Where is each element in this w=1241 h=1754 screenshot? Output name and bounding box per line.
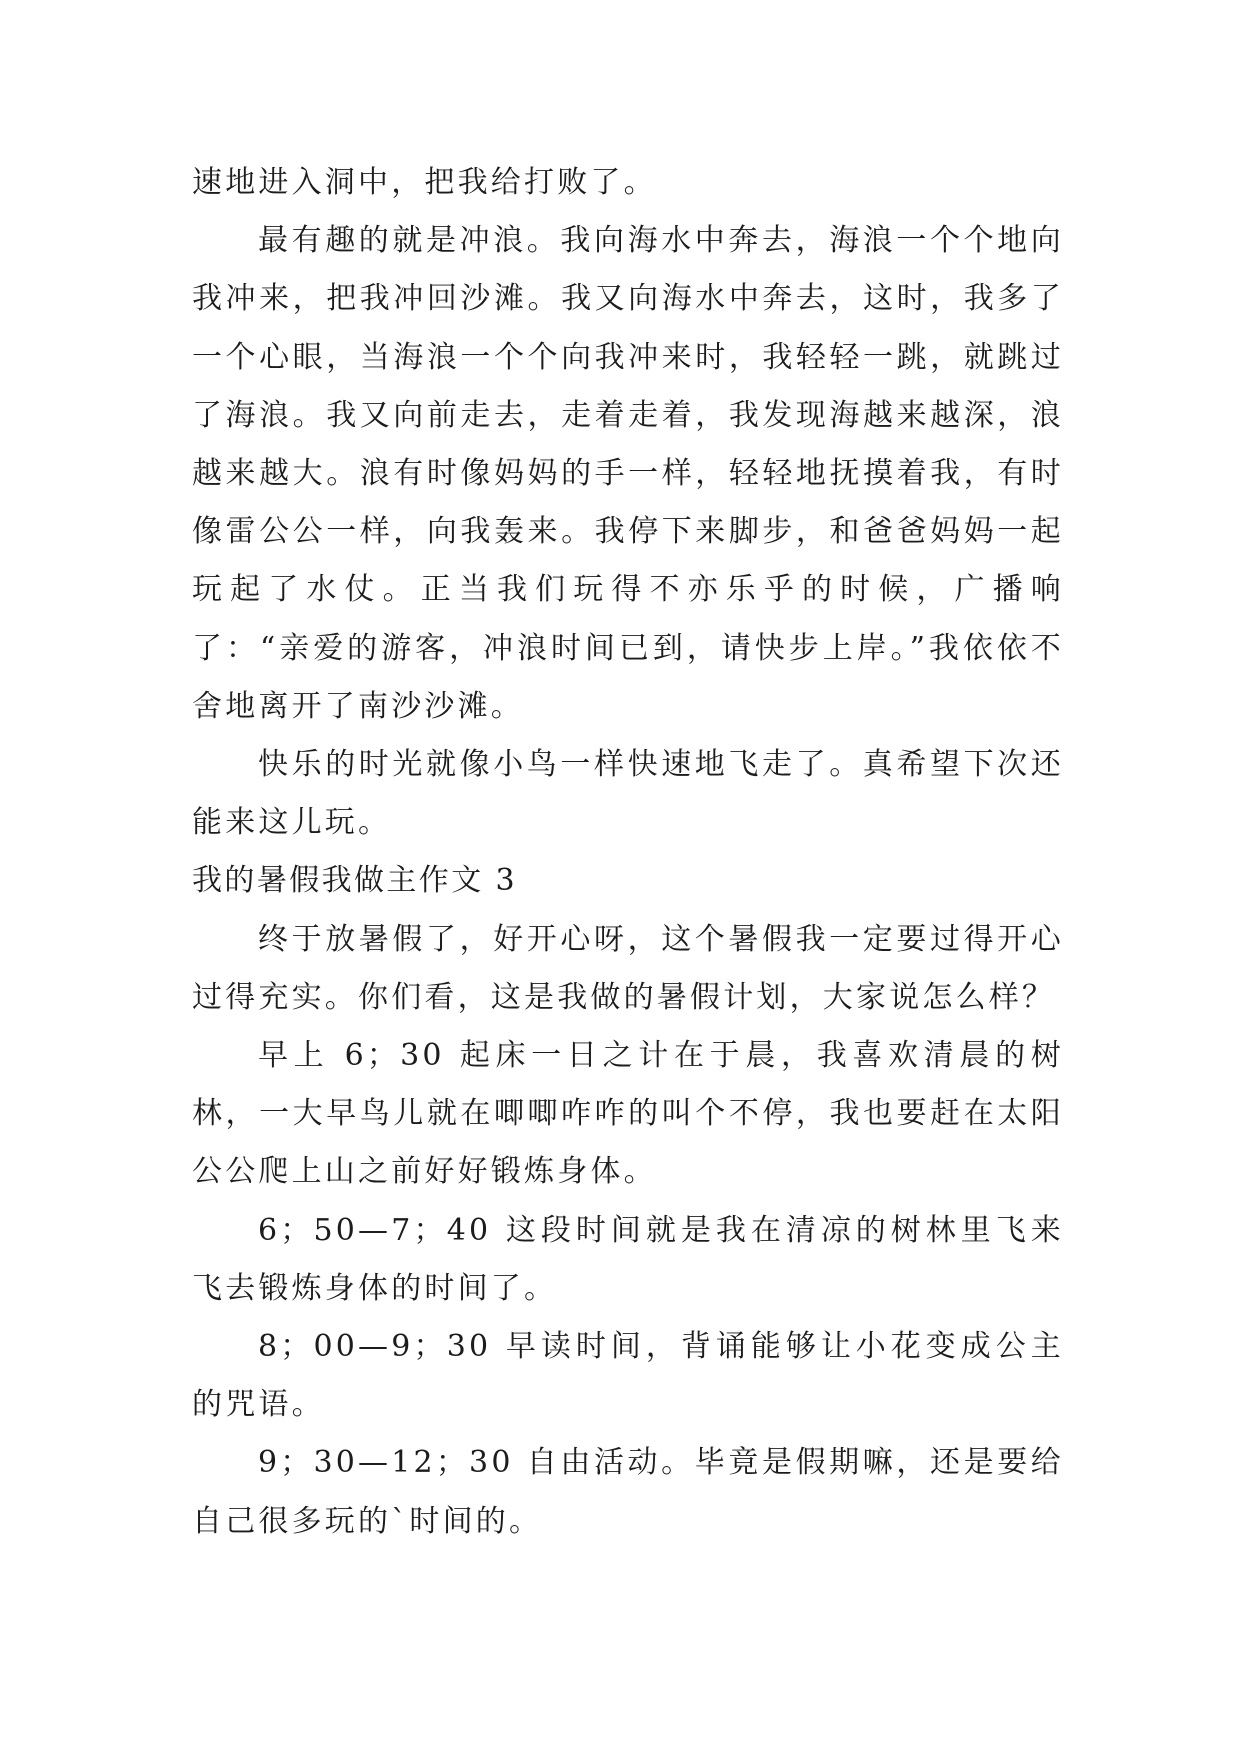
paragraph-3: 快乐的时光就像小鸟一样快速地飞走了。真希望下次还能来这儿玩。 — [192, 747, 1064, 841]
section-heading: 我的暑假我做主作文 3 — [192, 863, 518, 899]
paragraph-6: 早上 6；30 起床一日之计在于晨，我喜欢清晨的树林，一大早鸟儿就在唧唧咋咋的叫个不停，我也要赶在太阳公公爬上山之前好好锻炼身体。 — [192, 1038, 1064, 1190]
paragraph-5: 终于放暑假了，好开心呀，这个暑假我一定要过得开心过得充实。你们看，这是我做的暑假计划，大家说怎么样？ — [192, 921, 1064, 1015]
paragraph-7: 6；50—7；40 这段时间就是我在清凉的树林里飞来飞去锻炼身体的时间了。 — [192, 1212, 1064, 1306]
paragraph-2: 最有趣的就是冲浪。我向海水中奔去，海浪一个个地向我冲来，把我冲回沙滩。我又向海水中奔去，这时，我多了一个心眼，当海浪一个个向我冲来时，我轻轻一跳，就跳过了海浪。我又向前走去，走着走着，我发现海越来越深，浪越来越大。浪有时像妈妈的手一样，轻轻地抚摸着我，有时像雷公公一样，向我轰来。我停下来脚步，和爸爸妈妈一起玩起了水仗。正当我们玩得不亦乐乎的时候，广播响了：“亲爱的游客，冲浪时间已到，请快步上岸。”我依依不舍地离开了南沙沙滩。 — [192, 223, 1064, 724]
paragraph-8: 8；00—9；30 早读时间，背诵能够让小花变成公主的咒语。 — [192, 1329, 1064, 1423]
paragraph-9: 9；30—12；30 自由活动。毕竟是假期嘛，还是要给自己很多玩的`时间的。 — [192, 1445, 1064, 1539]
paragraph-1: 速地进入洞中，把我给打败了。 — [192, 165, 657, 200]
document-body — [192, 154, 1064, 1551]
